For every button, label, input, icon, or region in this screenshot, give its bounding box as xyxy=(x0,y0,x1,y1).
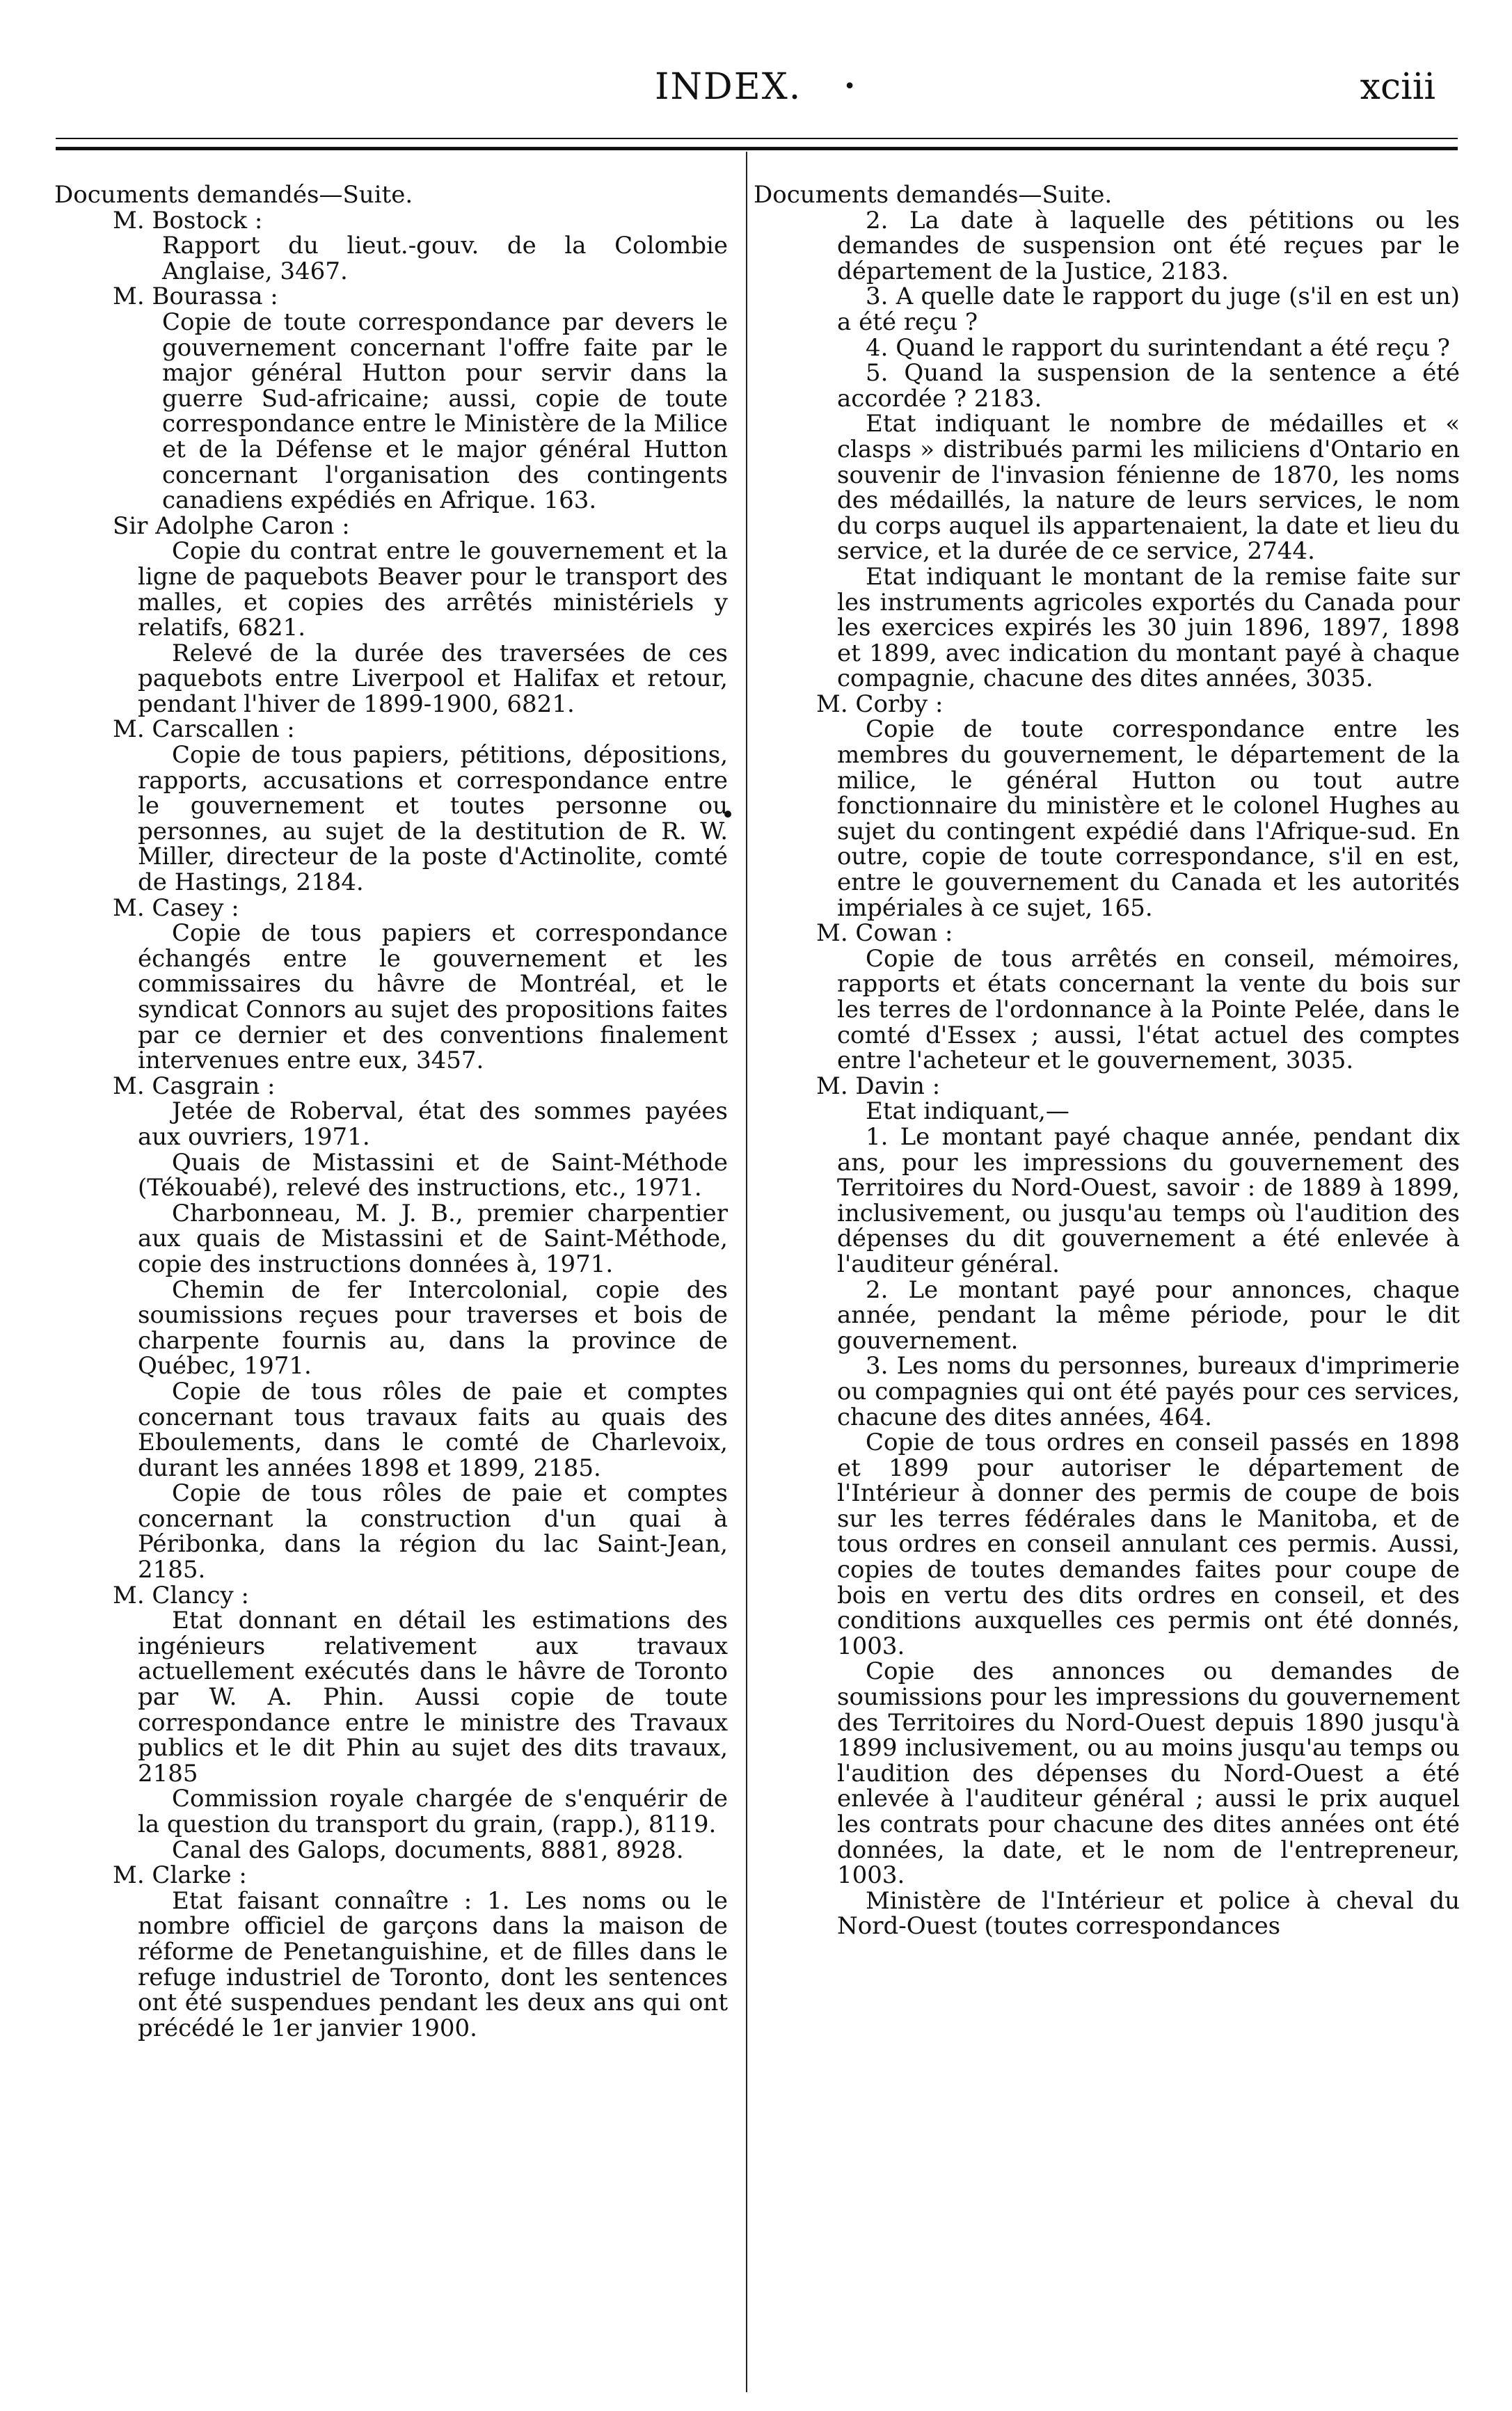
title-separator: • xyxy=(843,74,857,99)
index-entry-text: Copie de tous rôles de paie et comptes concernant tous travaux faits au quais des Eboulements, dans le comté de Charlevoix, durant les années 1898 et 1899, 2185. xyxy=(138,1377,728,1482)
entry-list xyxy=(754,208,1460,1939)
index-entry-text: 3. Les noms du personnes, bureaux d'imprimerie ou compagnies qui ont été payés pour ces services, chacune des dites années, 464. xyxy=(837,1352,1460,1431)
index-entry-text: Commission royale chargée de s'enquérir de la question du transport du grain, (rapp.), 8119. xyxy=(138,1785,728,1838)
index-entry-text: Copie des annonces ou demandes de soumissions pour les impressions du gouvernement des Territoires du Nord-Ouest depuis 1890 jusqu'à 1899 inclusivement, ou au moins jusqu'au temps ou l'audition des dépenses du Nord-Ouest a été enlevée à l'auditeur général ; aussi le prix auquel les contrats pour chacune des dites années ont été données, la date, et le nom de l'entrepreneur, 1003. xyxy=(837,1657,1460,1890)
index-entry-text: Copie de toute correspondance entre les membres du gouvernement, le département de la milice, le général Hutton ou tout autre fonctionnaire du ministère et le colonel Hughes au sujet du contingent expédié dans l'Afrique-sud. En outre, copie de toute correspondance, s'il en est, entre le gouvernement du Canada et les autorités impériales à ce sujet, 165. xyxy=(837,715,1460,922)
index-entry-text: 1. Le montant payé chaque année, pendant dix ans, pour les impressions du gouvernement des Territoires du Nord-Ouest, savoir : de 1889 à 1899, inclusivement, ou jusqu'au temps où l'audition des dépenses du dit gouvernement a été enlevée à l'auditeur général. xyxy=(837,1122,1460,1278)
index-entry-text: Ministère de l'Intérieur et police à cheval du Nord-Ouest (toutes correspondances xyxy=(837,1886,1460,1941)
index-entry-text: Etat indiquant le montant de la remise faite sur les instruments agricoles exportés du Canada pour les exercices expirés les 30 juin 1896, 1897, 1898 et 1899, avec indication du montant payé à chaque compagnie, chacune des dites années, 3035. xyxy=(837,562,1460,693)
member-name: M. Cowan : xyxy=(816,919,953,948)
index-entry-text: Relevé de la durée des traversées de ces paquebots entre Liverpool et Halifax et retour, pendant l'hiver de 1899-1900, 6821. xyxy=(138,639,728,718)
index-entry-text: Copie de tous ordres en conseil passés en 1898 et 1899 pour autoriser le département de l'Intérieur à donner des permis de coupe de bois sur les terres fédérales dans le Manitoba, et de tous ordres en conseil annulant ces permis. Aussi, copies de toutes demandes faites pour coupe de bois en vertu des dits ordres en conseil, et des conditions auxquelles ces permis ont été donnés, 1003. xyxy=(837,1429,1460,1660)
index-entry-text: Copie de tous arrêtés en conseil, mémoires, rapports et états concernant la vente du bois sur les terres de l'ordonnance à la Pointe Pelée, dans le comté d'Essex ; aussi, l'état actuel des comptes entre l'acheteur et le gouvernement, 3035. xyxy=(837,944,1460,1075)
index-entry-text: Etat indiquant le nombre de médailles et « clasps » distribués parmi les miliciens d'Ontario en souvenir de l'invasion fénienne de 1870, les noms des médaillés, la nature de leurs services, le nom du corps auquel ils appartenaient, la date et lieu du service, et la durée de ce service, 2744. xyxy=(837,410,1460,566)
index-entry-text: 2. Le montant payé pour annonces, chaque année, pendant la même période, pour le dit gouvernement. xyxy=(837,1275,1460,1355)
member-name: M. Corby : xyxy=(816,690,944,718)
index-entry-text: 2. La date à laquelle des pétitions ou les demandes de suspension ont été reçues par le département de la Justice, 2183. xyxy=(837,206,1460,285)
index-entry-text: Copie de toute correspondance par devers le gouvernement concernant l'offre faite par le major général Hutton pour servir dans la guerre Sud-africaine; aussi, copie de toute correspondance entre le Ministère de la Milice et de la Défense et le major général Hutton concernant l'organisation des contingents canadiens expédiés en Afrique. 163. xyxy=(162,308,728,515)
member-name: M. Carscallen : xyxy=(113,715,295,744)
member-name: M. Casgrain : xyxy=(113,1072,276,1100)
index-entry-text: Etat indiquant,— xyxy=(866,1097,1069,1126)
index-entry-text: Jetée de Roberval, état des sommes payées aux ouvriers, 1971. xyxy=(138,1097,728,1151)
page-number: xciii xyxy=(1360,66,1435,108)
index-entry-text: Etat faisant connaître : 1. Les noms ou le nombre officiel de garçons dans la maison de réforme de Penetanguishine, et de filles dans le refuge industriel de Toronto, dont les sentences ont été suspendues pendant les deux ans qui ont précédé le 1er janvier 1900. xyxy=(138,1886,728,2042)
member-name: Sir Adolphe Caron : xyxy=(113,511,350,540)
index-entry-text: 4. Quand le rapport du surintendant a été reçu ? xyxy=(866,333,1450,362)
member-name: M. Davin : xyxy=(816,1072,941,1100)
right-column xyxy=(754,182,1460,1939)
member-name: M. Casey : xyxy=(113,893,239,922)
member-name: M. Clancy : xyxy=(113,1581,249,1609)
member-name: M. Clarke : xyxy=(113,1861,247,1890)
index-entry-text: Charbonneau, M. J. B., premier charpentier aux quais de Mistassini et de Saint-Méthode, copie des instructions données à, 1971. xyxy=(138,1199,728,1278)
member-name: M. Bourassa : xyxy=(113,283,278,311)
page-header xyxy=(0,66,1512,115)
index-entry-text: Chemin de fer Intercolonial, copie des soumissions reçues pour traverses et bois de charpente fournis au, dans la province de Québec, 1971. xyxy=(138,1275,728,1380)
left-column xyxy=(54,182,728,2041)
index-entry-text: 5. Quand la suspension de la sentence a été accordée ? 2183. xyxy=(837,359,1460,413)
index-entry-text: Rapport du lieut.-gouv. de la Colombie Anglaise, 3467. xyxy=(162,232,728,285)
header-rule-thick xyxy=(56,147,1458,150)
index-entry-text: Canal des Galops, documents, 8881, 8928. xyxy=(172,1836,684,1864)
page-title: INDEX. • xyxy=(655,66,857,108)
index-entry-text: Quais de Mistassini et de Saint-Méthode (Tékouabé), relevé des instructions, etc., 1971. xyxy=(138,1148,728,1202)
index-entry-text: Copie de tous papiers, pétitions, dépositions, rapports, accusations et correspondance entre le gouvernement et toutes personne ou personnes, au sujet de la destitution de R. W. Miller, directeur de la poste d'Actinolite, comté de Hastings, 2184. xyxy=(138,741,728,897)
column-heading: Documents demandés—Suite. xyxy=(54,181,413,209)
index-entry-text: 3. A quelle date le rapport du juge (s'il en est un) a été reçu ? xyxy=(837,283,1460,336)
index-entry-text: Copie du contrat entre le gouvernement et la ligne de paquebots Beaver pour le transport des malles, et copies des arrêtés ministériels y relatifs, 6821. xyxy=(138,537,728,642)
column-heading: Documents demandés—Suite. xyxy=(754,181,1113,209)
index-entry-text: Etat donnant en détail les estimations des ingénieurs relativement aux travaux actuellement exécutés dans le hâvre de Toronto par W. A. Phin. Aussi copie de toute correspondance entre le ministre des Travaux publics et le dit Phin au sujet des dits travaux, 2185 xyxy=(138,1607,728,1788)
column-divider xyxy=(746,152,747,2392)
header-rule-thin xyxy=(56,138,1458,139)
member-name: M. Bostock : xyxy=(113,206,263,234)
entry-list xyxy=(54,208,728,2042)
index-entry-text: Copie de tous papiers et correspondance échangés entre le gouvernement et les commissaires du hâvre de Montréal, et le syndicat Connors au sujet des propositions faites par ce dernier et des conventions finalement intervenues entre eux, 3457. xyxy=(138,919,728,1075)
index-entry-text: Copie de tous rôles de paie et comptes concernant la construction d'un quai à Péribonka, dans la région du lac Saint-Jean, 2185. xyxy=(138,1479,728,1584)
